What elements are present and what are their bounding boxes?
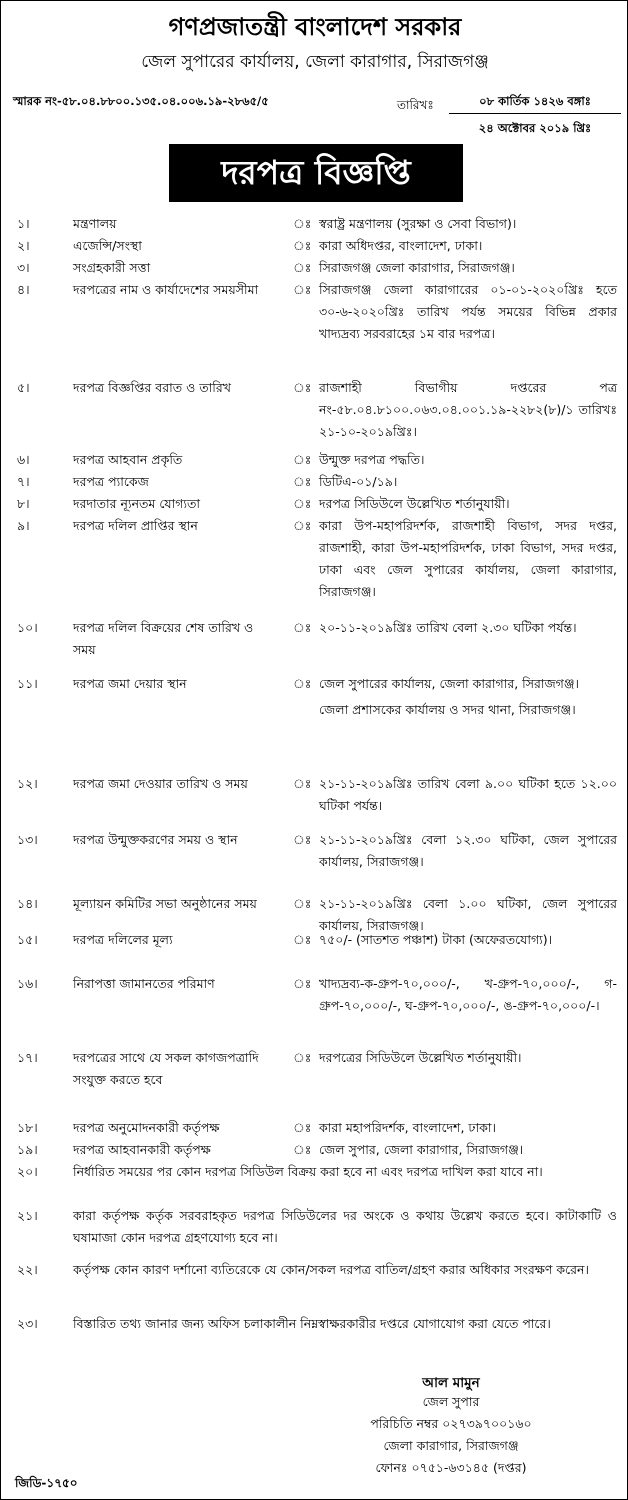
item-value	[319, 377, 617, 443]
date-box	[449, 88, 621, 140]
item-number: ৩।	[17, 260, 30, 275]
item-label: দরপত্রের সাথে যে সকল কাগজপত্রাদি সংযুক্ত করতে হবে	[73, 1050, 259, 1087]
item-value-text: দরপত্রের সিডিউলে উল্লেখিত শর্তানুযায়ী।	[319, 1050, 522, 1065]
item-value-text: জেল সুপারের কার্যালয়, জেলা কারাগার, সিরাজগঞ্জ।	[319, 676, 580, 691]
item-colon: ঃ	[293, 1120, 312, 1135]
item-colon: ঃ	[293, 474, 312, 489]
item-value-text: জেল সুপার, জেলা কারাগার, সিরাজগঞ্জ।	[319, 1142, 524, 1157]
item-colon: ঃ	[293, 932, 312, 947]
item-value-text: ২০-১১-২০১৯খ্রিঃ তারিখ বেলা ২.৩০ ঘটিকা পর্যন্ত।	[319, 620, 577, 635]
item-number: ১৩।	[17, 832, 38, 847]
item-value-text: কারা মহাপরিদর্শক, বাংলাদেশ, ঢাকা।	[319, 1120, 496, 1135]
signatory-phone: ফোনঃ ০৭৫১-৬৩১৪৫ (দপ্তর)	[375, 1460, 527, 1475]
item-label: দরপত্র জমা দেওয়ার তারিখ ও সময়	[73, 776, 248, 791]
item-colon: ঃ	[293, 976, 312, 991]
item-label: মূল্যায়ন কমিটির সভা অনুষ্ঠানের সময়	[73, 896, 257, 911]
item-label: দরপত্র দলিলের মূল্য	[73, 932, 173, 947]
item-value-text: রাজশাহী বিভাগীয় দপ্তরের পত্র নং-৫৮.০৪.৮১০০.০৬৩.০৪.০০১.১৯-২২৮২(৮)/১ তারিখঃ ২১-১০-২০১৯খ্রিঃ।	[319, 380, 617, 439]
item-colon: ঃ	[293, 518, 312, 533]
item-label: দরপত্র জমা দেয়ার স্থান	[73, 676, 187, 691]
item-number: ১৬।	[17, 976, 38, 991]
item-label: দরদাতার ন্যূনতম যোগ্যতা	[73, 496, 201, 511]
item-value	[319, 617, 617, 639]
item-number: ১৪।	[17, 896, 38, 911]
item-number: ২।	[17, 238, 30, 253]
item-number: ৯।	[17, 518, 30, 533]
item-value-text-secondary: জেলা প্রশাসকের কার্যালয় ও সদর থানা, সিরাজগঞ্জ।	[319, 702, 576, 717]
item-number: ৬।	[17, 452, 30, 467]
item-colon: ঃ	[293, 896, 312, 911]
item-number: ১২।	[17, 776, 38, 791]
item-value-text: ২১-১১-২০১৯খ্রিঃ বেলা ১২.৩০ ঘটিকা, জেল সুপারের কার্যালয়, সিরাজগঞ্জ।	[319, 832, 617, 869]
item-label: সংগ্রহকারী সত্তা	[73, 260, 151, 275]
item-label: এজেন্সি/সংস্থা	[73, 238, 142, 253]
item-value-text: ২১-১১-২০১৯খ্রিঃ বেলা ১.০০ ঘটিকা, জেল সুপারের কার্যালয়, সিরাজগঞ্জ।	[319, 896, 617, 933]
item-value	[319, 449, 617, 471]
item-text: বিস্তারিত তথ্য জানার জন্য অফিস চলাকালীন নিম্নস্বাক্ষরকারীর দপ্তরে যোগাযোগ করা যেতে পারে।	[73, 1316, 551, 1331]
item-label: দরপত্র প্যাকেজ	[73, 474, 149, 489]
item-label: দরপত্র বিজ্ঞপ্তির বরাত ও তারিখ	[73, 380, 231, 395]
item-value	[319, 471, 617, 493]
item-label: দরপত্র দলিল প্রাপ্তির স্থান	[73, 518, 198, 533]
item-number: ৪।	[17, 282, 30, 297]
item-text: কারা কর্তৃপক্ষ কর্তৃক সরবরাহকৃত দরপত্র সিডিউলের দর অংকে ও কথায় উল্লেখ করতে হবে। কাটাকাটি ও ঘষামাজা কোন দরপত্র গ্রহণযোগ্য হবে না।	[73, 1208, 617, 1245]
item-value	[319, 929, 617, 951]
item-value-text: কারা অধিদপ্তর, বাংলাদেশ, ঢাকা।	[319, 238, 483, 253]
item-number: ১৮।	[17, 1120, 38, 1135]
item-colon: ঃ	[293, 238, 312, 253]
item-value	[319, 1047, 617, 1069]
item-value-text: ডিটিএ-০১/১৯।	[319, 474, 398, 489]
item-colon: ঃ	[293, 1050, 312, 1065]
item-text: কর্তৃপক্ষ কোন কারণ দর্শানো ব্যতিরেকে যে কোন/সকল দরপত্র বাতিল/গ্রহণ করার অধিকার সংরক্ষণ করেন।	[73, 1262, 589, 1277]
item-colon: ঃ	[293, 260, 312, 275]
item-number: ১৫।	[17, 932, 38, 947]
item-value-text: উন্মুক্ত দরপত্র পদ্ধতি।	[319, 452, 425, 467]
item-value-text: ২১-১১-২০১৯খ্রিঃ তারিখ বেলা ৯.০০ ঘটিকা হতে ১২.০০ ঘটিকা পর্যন্ত।	[319, 776, 617, 813]
item-number: ৫।	[17, 380, 30, 395]
item-value-text: ৭৫০/- (সাতশত পঞ্চাশ) টাকা (অফেরতযোগ্য)।	[319, 932, 553, 947]
signatory-id: পরিচিতি নম্বর ০২৭৩৯৭০০১৬০	[370, 1416, 532, 1431]
item-value	[319, 829, 617, 873]
gd-number: জিডি-১৭৫০	[15, 1476, 78, 1490]
item-value	[319, 235, 617, 257]
item-value-text: স্বরাষ্ট্র মন্ত্রণালয় (সুরক্ষা ও সেবা বিভাগ)।	[319, 216, 517, 231]
item-colon: ঃ	[293, 380, 312, 395]
item-label: দরপত্র দলিল বিক্রয়ের শেষ তারিখ ও সময়	[73, 620, 254, 657]
item-number: ২১।	[17, 1208, 38, 1223]
item-number: ১৭।	[17, 1050, 38, 1065]
item-colon: ঃ	[293, 676, 312, 691]
item-colon: ঃ	[293, 620, 312, 635]
item-value	[319, 257, 617, 279]
date-bangla: ০৮ কার্তিক ১৪২৬ বঙ্গাঃ	[479, 94, 591, 108]
item-label: দরপত্র অনুমোদনকারী কর্তৃপক্ষ	[73, 1120, 220, 1135]
item-number: ২২।	[17, 1262, 38, 1277]
item-colon: ঃ	[293, 496, 312, 511]
item-value-text: সিরাজগঞ্জ জেলা কারাগার, সিরাজগঞ্জ।	[319, 260, 515, 275]
item-value	[319, 673, 617, 721]
item-colon: ঃ	[293, 282, 312, 297]
tender-notice-banner: দরপত্র বিজ্ঞপ্তি	[169, 144, 463, 202]
item-number: ১।	[17, 216, 30, 231]
item-colon: ঃ	[293, 1142, 312, 1157]
date-label: তারিখঃ	[397, 98, 434, 112]
item-value	[319, 973, 617, 1017]
item-number: ২০।	[17, 1164, 38, 1179]
item-value-text: খাদ্যদ্রব্য-ক-গ্রুপ-৭০,০০০/-, খ-গ্রুপ-৭০,০০০/-, গ-গ্রুপ-৭০,০০০/-, ঘ-গ্রুপ-৭০,০০০/-, ঙ-গ্রুপ-৭০,০০০/-।	[319, 976, 617, 1013]
signatory-name: আল মামুন	[422, 1375, 480, 1391]
item-text: নির্ধারিত সময়ের পর কোন দরপত্র সিডিউল বিক্রয় করা হবে না এবং দরপত্র দাখিল করা যাবে না।	[73, 1164, 543, 1179]
item-label: নিরাপত্তা জামানতের পরিমাণ	[73, 976, 215, 991]
item-colon: ঃ	[293, 776, 312, 791]
item-label: দরপত্রের নাম ও কার্যাদেশের সময়সীমা	[73, 282, 259, 297]
item-number: ৮।	[17, 496, 30, 511]
item-number: ১৯।	[17, 1142, 38, 1157]
item-value	[319, 213, 617, 235]
item-value-text: দরপত্র সিডিউলে উল্লেখিত শর্তানুযায়ী।	[319, 496, 510, 511]
item-number: ২৩।	[17, 1316, 38, 1331]
item-label: দরপত্র আহবান প্রকৃতি	[73, 452, 183, 467]
item-label: দরপত্র আহবানকারী কর্তৃপক্ষ	[73, 1142, 211, 1157]
signatory-office: জেলা কারাগার, সিরাজগঞ্জ	[383, 1438, 519, 1453]
government-title: গণপ্রজাতন্ত্রী বাংলাদেশ সরকার	[168, 13, 462, 41]
date-english: ২৪ অক্টোবর ২০১৯ খ্রিঃ	[478, 121, 592, 135]
item-value	[319, 279, 617, 345]
item-colon: ঃ	[293, 832, 312, 847]
item-value	[319, 515, 617, 603]
item-number: ৭।	[17, 474, 30, 489]
item-number: ১০।	[17, 620, 38, 635]
item-number: ১১।	[17, 676, 38, 691]
item-value	[319, 773, 617, 817]
item-value	[319, 1139, 617, 1161]
signatory-designation: জেল সুপার	[422, 1394, 480, 1409]
item-value-text: কারা উপ-মহাপরিদর্শক, রাজশাহী বিভাগ, সদর দপ্তর, রাজশাহী, কারা উপ-মহাপরিদর্শক, ঢাকা বিভাগ, সদর দপ্তর, ঢাকা এবং জেল সুপারের কার্যালয়, জেলা কারাগার, সিরাজগঞ্জ।	[319, 518, 617, 599]
date-divider	[449, 113, 621, 114]
item-value	[319, 493, 617, 515]
item-value	[319, 1117, 617, 1139]
item-colon: ঃ	[293, 452, 312, 467]
item-label: মন্ত্রণালয়	[73, 216, 117, 231]
item-value-text: সিরাজগঞ্জ জেলা কারাগারের ০১-০১-২০২০খ্রিঃ হতে ৩০-৬-২০২০খ্রিঃ তারিখ পর্যন্ত সময়ের বিভিন্ন প্রকার খাদ্যদ্রব্য সরবরাহের ১ম বার দরপত্র।	[319, 282, 617, 341]
memo-number: স্মারক নং-৫৮.০৪.৮৮০০.১৩৫.০৪.০০৬.১৯-২৮৬৫/৫	[13, 94, 269, 108]
office-subtitle: জেল সুপারের কার্যালয়, জেলা কারাগার, সিরাজগঞ্জ	[141, 52, 489, 72]
item-label: দরপত্র উন্মুক্তকরণের সময় ও স্থান	[73, 832, 238, 847]
item-colon: ঃ	[293, 216, 312, 231]
